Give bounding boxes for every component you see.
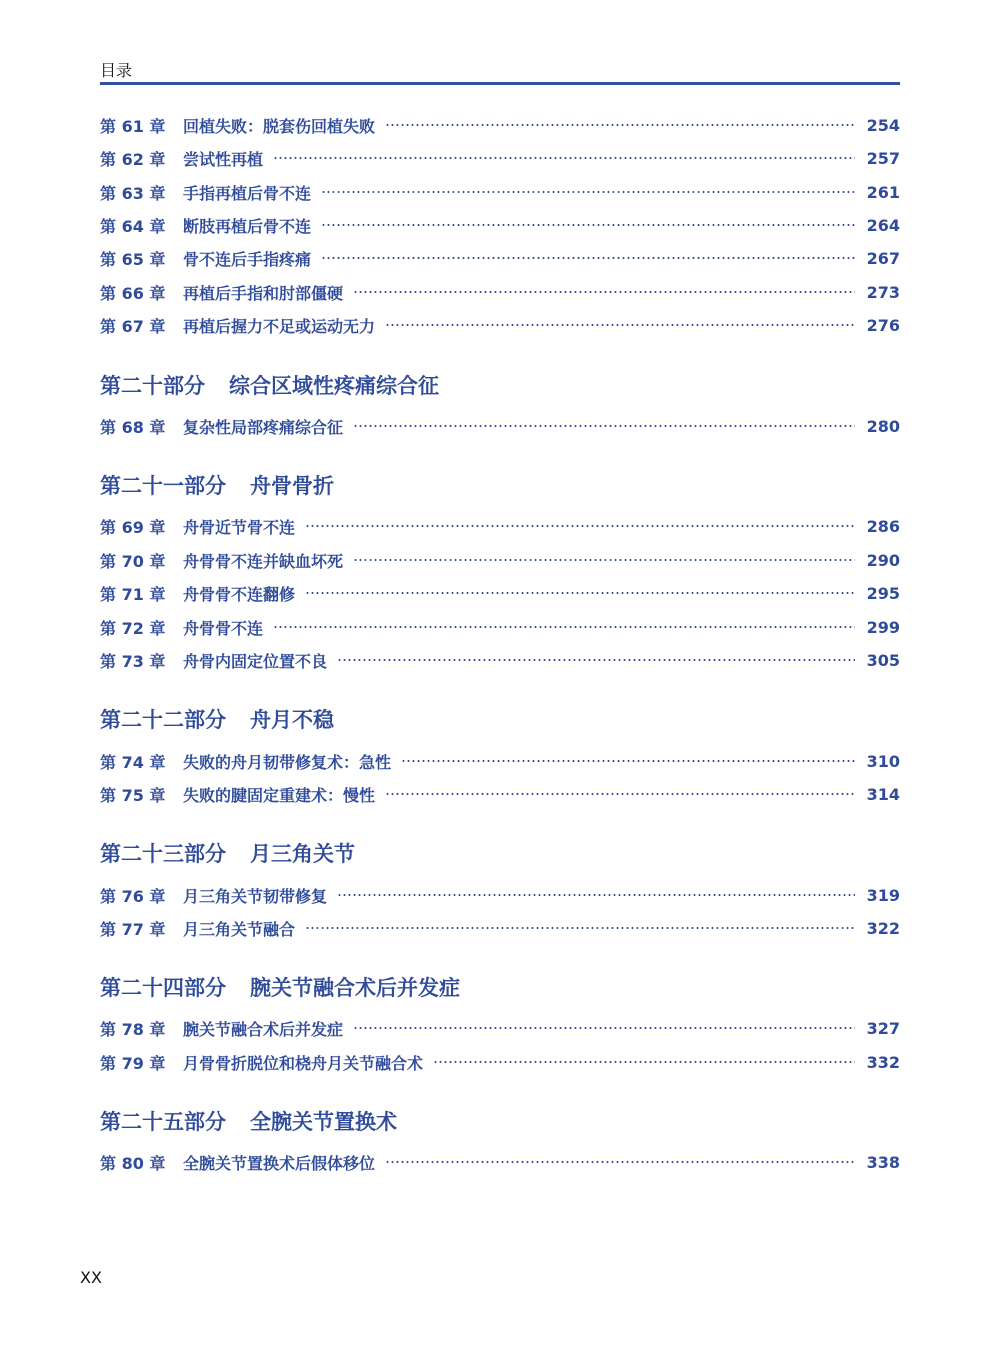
chapter-title: 舟骨骨不连翻修	[183, 584, 296, 604]
chapter-number: 第 73 章	[100, 651, 166, 671]
chapter-number: 第 64 章	[100, 216, 166, 236]
part-name: 月三角关节	[250, 842, 355, 866]
dot-leader	[385, 124, 855, 126]
part-name: 舟骨骨折	[250, 474, 334, 498]
dot-leader	[305, 525, 855, 527]
chapter-number: 第 66 章	[100, 283, 166, 303]
toc-chapter-entry[interactable]	[100, 1016, 900, 1040]
dot-leader	[337, 659, 855, 661]
toc-chapter-entry[interactable]	[100, 180, 900, 204]
dot-leader	[353, 559, 855, 561]
chapter-number: 第 70 章	[100, 551, 166, 571]
page-number: 280	[866, 416, 900, 436]
page-number: 264	[866, 215, 900, 235]
toc-chapter-entry[interactable]	[100, 615, 900, 639]
page-number: 310	[866, 751, 900, 771]
toc-chapter-entry[interactable]	[100, 782, 900, 806]
part-label: 第二十三部分	[100, 842, 226, 866]
part-label: 第二十一部分	[100, 474, 226, 498]
chapter-number: 第 61 章	[100, 116, 166, 136]
toc-chapter-entry[interactable]	[100, 146, 900, 170]
dot-leader	[385, 1161, 855, 1163]
page-number: 319	[866, 885, 900, 905]
dot-leader	[385, 324, 855, 326]
toc-chapter-entry[interactable]	[100, 581, 900, 605]
chapter-number: 第 75 章	[100, 785, 166, 805]
chapter-number: 第 76 章	[100, 886, 166, 906]
chapter-title: 手指再植后骨不连	[183, 183, 312, 203]
dot-leader	[273, 157, 855, 159]
part-heading	[100, 470, 334, 500]
chapter-title: 失败的舟月韧带修复术：急性	[183, 752, 392, 772]
dot-leader	[353, 425, 855, 427]
chapter-number: 第 78 章	[100, 1019, 166, 1039]
dot-leader	[353, 1027, 855, 1029]
chapter-number: 第 79 章	[100, 1053, 166, 1073]
chapter-number: 第 72 章	[100, 618, 166, 638]
chapter-number: 第 74 章	[100, 752, 166, 772]
part-label: 第二十二部分	[100, 708, 226, 732]
page-number: 332	[866, 1052, 900, 1072]
page-number: 314	[866, 784, 900, 804]
toc-chapter-entry[interactable]	[100, 548, 900, 572]
page-number: 267	[866, 248, 900, 268]
page-number: 276	[866, 315, 900, 335]
chapter-title: 再植后手指和肘部僵硬	[183, 283, 344, 303]
part-name: 综合区域性疼痛综合征	[229, 374, 439, 398]
toc-chapter-entry[interactable]	[100, 648, 900, 672]
chapter-title: 月三角关节韧带修复	[183, 886, 328, 906]
header-rule	[100, 82, 900, 85]
chapter-title: 再植后握力不足或运动无力	[183, 316, 376, 336]
page-header-title: 目录	[100, 61, 133, 80]
dot-leader	[305, 927, 855, 929]
chapter-title: 断肢再植后骨不连	[183, 216, 312, 236]
page-number: 295	[866, 583, 900, 603]
toc-chapter-entry[interactable]	[100, 414, 900, 438]
part-label: 第二十五部分	[100, 1110, 226, 1134]
chapter-number: 第 68 章	[100, 417, 166, 437]
dot-leader	[321, 257, 855, 259]
chapter-title: 舟骨近节骨不连	[183, 517, 296, 537]
toc-chapter-entry[interactable]	[100, 514, 900, 538]
part-heading	[100, 838, 355, 868]
chapter-title: 舟骨骨不连并缺血坏死	[183, 551, 344, 571]
dot-leader	[433, 1061, 855, 1063]
dot-leader	[305, 592, 855, 594]
chapter-number: 第 62 章	[100, 149, 166, 169]
toc-chapter-entry[interactable]	[100, 883, 900, 907]
chapter-title: 回植失败：脱套伤回植失败	[183, 116, 376, 136]
part-heading	[100, 704, 334, 734]
page-number: 338	[866, 1152, 900, 1172]
chapter-number: 第 69 章	[100, 517, 166, 537]
part-label: 第二十部分	[100, 374, 205, 398]
toc-chapter-entry[interactable]	[100, 246, 900, 270]
chapter-title: 舟骨内固定位置不良	[183, 651, 328, 671]
dot-leader	[321, 191, 855, 193]
toc-chapter-entry[interactable]	[100, 280, 900, 304]
page-number: 286	[866, 516, 900, 536]
chapter-title: 尝试性再植	[183, 149, 264, 169]
page-number: 299	[866, 617, 900, 637]
part-name: 腕关节融合术后并发症	[250, 976, 460, 1000]
chapter-title: 舟骨骨不连	[183, 618, 264, 638]
toc-chapter-entry[interactable]	[100, 113, 900, 137]
dot-leader	[385, 793, 855, 795]
chapter-title: 月骨骨折脱位和桡舟月关节融合术	[183, 1053, 424, 1073]
toc-chapter-entry[interactable]	[100, 1050, 900, 1074]
page-number: 257	[866, 148, 900, 168]
chapter-title: 骨不连后手指疼痛	[183, 249, 312, 269]
chapter-number: 第 71 章	[100, 584, 166, 604]
chapter-title: 全腕关节置换术后假体移位	[183, 1153, 376, 1173]
chapter-title: 复杂性局部疼痛综合征	[183, 417, 344, 437]
page-number: 290	[866, 550, 900, 570]
part-name: 舟月不稳	[250, 708, 334, 732]
toc-chapter-entry[interactable]	[100, 916, 900, 940]
chapter-number: 第 67 章	[100, 316, 166, 336]
part-heading	[100, 972, 460, 1002]
page-number: 305	[866, 650, 900, 670]
part-label: 第二十四部分	[100, 976, 226, 1000]
chapter-number: 第 80 章	[100, 1153, 166, 1173]
toc-chapter-entry[interactable]	[100, 749, 900, 773]
chapter-title: 月三角关节融合	[183, 919, 296, 939]
part-name: 全腕关节置换术	[250, 1110, 397, 1134]
dot-leader	[401, 760, 855, 762]
page-number: 273	[866, 282, 900, 302]
toc-chapter-entry[interactable]	[100, 313, 900, 337]
page-folio: XX	[80, 1268, 102, 1287]
toc-chapter-entry[interactable]	[100, 213, 900, 237]
dot-leader	[321, 224, 855, 226]
chapter-title: 腕关节融合术后并发症	[183, 1019, 344, 1039]
chapter-number: 第 77 章	[100, 919, 166, 939]
part-heading	[100, 1106, 397, 1136]
chapter-title: 失败的腱固定重建术：慢性	[183, 785, 376, 805]
chapter-number: 第 63 章	[100, 183, 166, 203]
dot-leader	[337, 894, 855, 896]
dot-leader	[353, 291, 855, 293]
page-number: 261	[866, 182, 900, 202]
page-number: 322	[866, 918, 900, 938]
chapter-number: 第 65 章	[100, 249, 166, 269]
dot-leader	[273, 626, 855, 628]
toc-chapter-entry[interactable]	[100, 1150, 900, 1174]
page-number: 327	[866, 1018, 900, 1038]
part-heading	[100, 370, 439, 400]
page-number: 254	[866, 115, 900, 135]
